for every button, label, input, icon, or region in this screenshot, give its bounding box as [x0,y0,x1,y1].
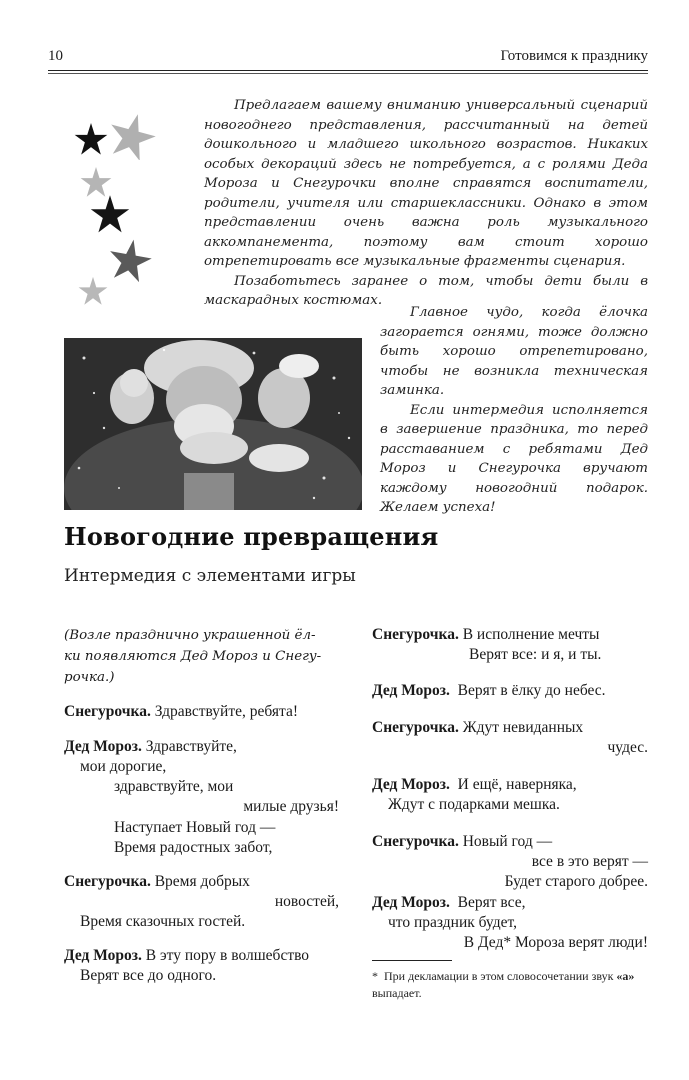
line-text: мои дорогие, [80,758,167,775]
dialogue-line [372,832,552,851]
stars-decoration [66,110,186,310]
santa-illustration [64,338,362,510]
intro-paragraph: Главное чудо, когда ёлочка загорается огнями, тоже должно быть хорошо отрепетировано, чтобы не возникла техническая заминка. [380,305,648,398]
intro-paragraph: Если интермедия исполняется в завершение праздника, то перед расставанием с ребятами Дед Мороз и Снегурочка вручают каждому новогодний подарок. Желаем успеха! [380,402,648,515]
dialogue-line [64,737,237,756]
footnote-emphasis: «а» [616,969,635,983]
speaker-name: Дед Мороз. [372,894,450,911]
star-icon [108,238,152,282]
line-text: В исполнение мечты [462,626,600,643]
footnote-text: При декламации в этом словосочетании звук [384,969,617,983]
line-text: здравствуйте, мои [114,778,234,795]
line-text: все в это верят — [531,853,648,870]
header-rule [48,70,648,71]
line-text: Здравствуйте, [145,738,237,755]
dialogue-line [372,775,577,794]
speaker-name: Снегурочка. [372,719,459,736]
star-icon [78,276,108,306]
scene-title: Новогодние превращения [64,522,439,551]
footnote-rule [372,960,452,961]
intro-paragraph: Позаботьтесь заранее о том, чтобы дети были в маскарадных костюмах. [204,273,648,308]
speaker-name: Снегурочка. [64,873,151,890]
line-text: Здравствуйте, ребята! [154,703,298,720]
intro-text-side [380,303,648,518]
line-text: В эту пору в волшебство [145,947,310,964]
stage-direction: ки появляются Дед Мороз и Снегу- [64,649,322,664]
running-title: Готовимся к празднику [500,48,648,64]
running-header [48,48,648,68]
line-text: Наступает Новый год — [114,819,276,836]
dialogue-line [64,946,309,965]
line-text: чудес. [607,739,648,756]
footnote [372,968,652,1002]
speaker-name: Снегурочка. [372,833,459,850]
speaker-name: Снегурочка. [372,626,459,643]
scene-subtitle: Интермедия с элементами игры [64,566,356,586]
line-text: Время сказочных гостей. [80,913,246,930]
line-text: Верят все до одного. [80,967,217,984]
speaker-name: Снегурочка. [64,703,151,720]
footnote-text-end: выпадает. [372,986,422,1000]
line-text: Ждут невиданных [462,719,584,736]
dialogue-line [64,872,250,891]
speaker-name: Дед Мороз. [372,682,450,699]
line-text: что праздник будет, [388,914,517,931]
dialogue-line [372,625,599,644]
line-text: И ещё, наверняка, [457,776,577,793]
header-rule-secondary [48,73,648,74]
star-icon [74,122,108,156]
line-text: Верят в ёлку до небес. [457,682,606,699]
speaker-name: Дед Мороз. [64,947,142,964]
line-text: Ждут с подарками мешка. [388,796,560,813]
dialogue-line [372,718,583,737]
dialogue-line [64,702,298,721]
intro-paragraph: Предлагаем вашему вниманию универсальный сценарий новогоднего представления, рассчитанный на детей дошкольного и младшего школьного возрастов. Никаких особых декораций здесь не потребуется, а с ролями Деда Мороза и Снегурочки вполне справятся воспитатели, родители, учителя или старшеклассники. Однако в этом представлении очень важна роль музыкального аккомпанемента, поэтому вам стоит хорошо отрепетировать все музыкальные фрагменты сценария. [204,98,648,269]
stage-direction: (Возле празднично украшенной ёл- [64,628,316,643]
footnote-marker: * [372,969,378,983]
line-text: Будет старого добрее. [504,873,648,890]
intro-text-top [204,96,648,311]
line-text: новостей, [274,893,339,910]
dialogue-line [372,893,525,912]
star-icon [108,112,156,160]
page-number: 10 [48,48,63,64]
line-text: Верят все: и я, и ты. [469,646,602,663]
stage-direction: рочка.) [64,670,115,685]
speaker-name: Дед Мороз. [372,776,450,793]
santa-photo [64,338,362,510]
line-text: Время радостных забот, [114,839,273,856]
line-text: Верят все, [457,894,526,911]
star-icon [90,194,130,234]
speaker-name: Дед Мороз. [64,738,142,755]
dialogue-line [372,681,606,700]
line-text: Время добрых [154,873,250,890]
line-text: В Дед* Мороза верят люди! [463,934,648,951]
line-text: Новый год — [462,833,553,850]
line-text: милые друзья! [243,798,339,815]
